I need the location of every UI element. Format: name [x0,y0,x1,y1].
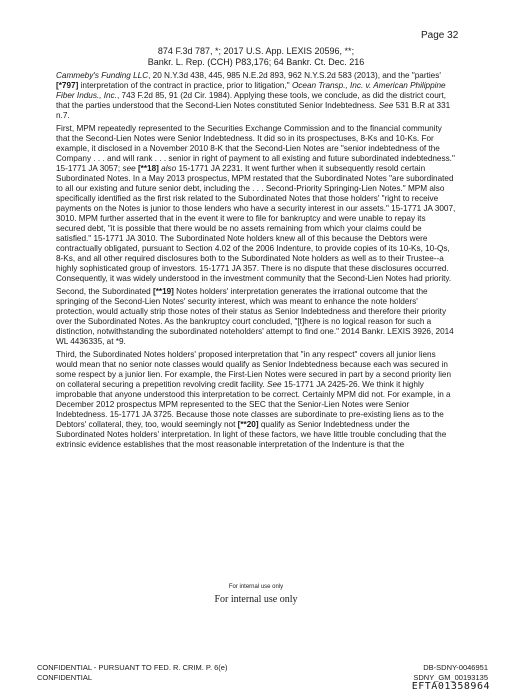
efta-number: EFTA01358964 [411,681,490,692]
confidentiality-line-1: CONFIDENTIAL - PURSUANT TO FED. R. CRIM. P. 6(e) [37,663,228,672]
italic-text: Cammeby's Funding LLC [56,71,149,80]
text-run: interpretation of the contract in practice, prior to litigation," [78,81,292,90]
text-run: Third, the Subordinated Notes holders' proposed interpretation that "in any respect" covers all junior liens would mean that no senior note classes would qualify as Senior Indebtedness because each was secured in some respect by a junior lien. For example, the First-Lien Notes were secured in part by a second priority lien on collateral securing a prepetition revolving credit facility. [56,350,451,389]
italic-text: See [378,101,394,110]
pin-cite: [*797] [56,81,79,90]
opinion-body [56,71,456,453]
case-citation-line-2: Bankr. L. Rep. (CCH) P83,176; 64 Bankr. Ct. Dec. 216 [147,57,365,67]
case-citation-line-1: 874 F.3d 787, *; 2017 U.S. App. LEXIS 20596, **; [157,46,355,56]
italic-text: See [267,380,282,389]
text-run: , 743 F.2d 85, 91 (2d Cir. 1984). Applying these tools, we conclude, as did the district court, that the parties understood that the Second-Lien Notes constituted Senior Indebtedness. [56,91,447,110]
internal-use-note-small: For internal use only [228,584,284,590]
pin-cite: [**18] [137,164,159,173]
text-run: 15-1771 JA 2231. It went further when it subsequently resold certain Subordinated Notes. In a May 2013 prospectus, MPM restated that the Subordinated Notes "are subordinated to all our existing and future senior debt, including the . . . Second-Priority Springing-Lien Notes." MPM also specifically identified as the first risk related to the Subordinated Notes that those holders' "right to receive payments on the Notes is junior to those lenders who have a security interest in our assets." 15-1771 JA 3007, 3010. MPM further asserted that in the event it were to file for bankruptcy and were unable to repay its secured debt, "it is possible that there would be no assets remaining from which your claims could be satisfied." 15-1771 JA 3010. The Subordinated Note holders knew all of this because the Debtors were contractually obligated, pursuant to Section 4.02 of the 2006 Indenture, to provide copies of its 10-Ks, 10-Qs, 8-Ks, and all other required disclosures both to the Subordinated Note holders as well as to their Trustee--a highly sophisticated group of investors. 15-1771 JA 357. There is no dispute that these disclosures occurred. Consequently, it was widely understood in the investment community that the Second-Lien Notes had priority. [56,164,456,283]
internal-use-note-large: For internal use only [214,594,298,605]
text-run: 15-1771 JA 2425-26. We think it highly improbable that anyone understood this interpretation to be correct. Certainly MPM did not. For example, in a December 2012 prospectus MPM represented to the SEC that the Senior-Lien Notes were Senior Indebtedness. 15-1771 JA 3725. Because those note classes are subordinate to pre-existing liens as to the Debtors' collateral, they, too, would seemingly not [56,380,451,429]
italic-text: Ocean Transp., Inc. v. American Philippine Fiber Indus., Inc. [56,81,446,100]
text-run: , 20 N.Y.3d 438, 445, 985 N.E.2d 893, 962 N.Y.S.2d 583 (2013), and the "parties' [148,71,441,80]
pin-cite: [**19] [152,287,174,296]
bates-number-2: SDNY_GM_00193135 [413,673,488,682]
italic-text: see [122,164,136,173]
confidentiality-footer [37,663,227,683]
paragraph-1 [56,71,456,121]
paragraph-4 [56,350,456,450]
paragraph-3 [56,287,456,347]
pin-cite: [**20] [237,420,259,429]
text-run: Notes holders' interpretation generates the irrational outcome that the springing of the Second-Lien Notes' security interest, which was meant to enhance the note holders' protection, would actually strip those notes of their status as Senior Indebtedness and therefore their priority over the Subordinated Notes. As the bankruptcy court concluded, "[t]here is no logical reason for such a distinction, notwithstanding the subordinated noteholders' attempt to find one." 2014 Bankr. LEXIS 3926, 2014 WL 4436335, at *9. [56,287,454,346]
text-run: 531 B.R at 331 n.7. [56,101,451,120]
bates-number-1: DB-SDNY-0046951 [423,663,488,672]
text-run: qualify as Senior Indebtedness under the Subordinated Notes holders' interpretation. In light of these factors, we have little trouble concluding that the extrinsic evidence establishes that the most reasonable interpretation of the Indenture is that the [56,420,447,449]
text-run: Second, the Subordinated [56,287,153,296]
page-number: Page 32 [421,30,459,41]
confidentiality-line-2: CONFIDENTIAL [37,673,93,682]
bates-footer [413,663,488,683]
text-run: First, MPM repeatedly represented to the Securities Exchange Commission and to the financial community that the Second-Lien Notes were Senior Indebtedness. It did so in its prospectuses, 8-Ks and 10-Ks. For example, it disclosed in a November 2010 8-K that the Second-Lien Notes are "senior indebtedness of the Company . . . and will rank . . . senior in right of payment to all existing and future subordinated indebtedness." 15-1771 JA 3057; [56,124,455,173]
paragraph-2 [56,124,456,284]
italic-text: also [161,164,177,173]
